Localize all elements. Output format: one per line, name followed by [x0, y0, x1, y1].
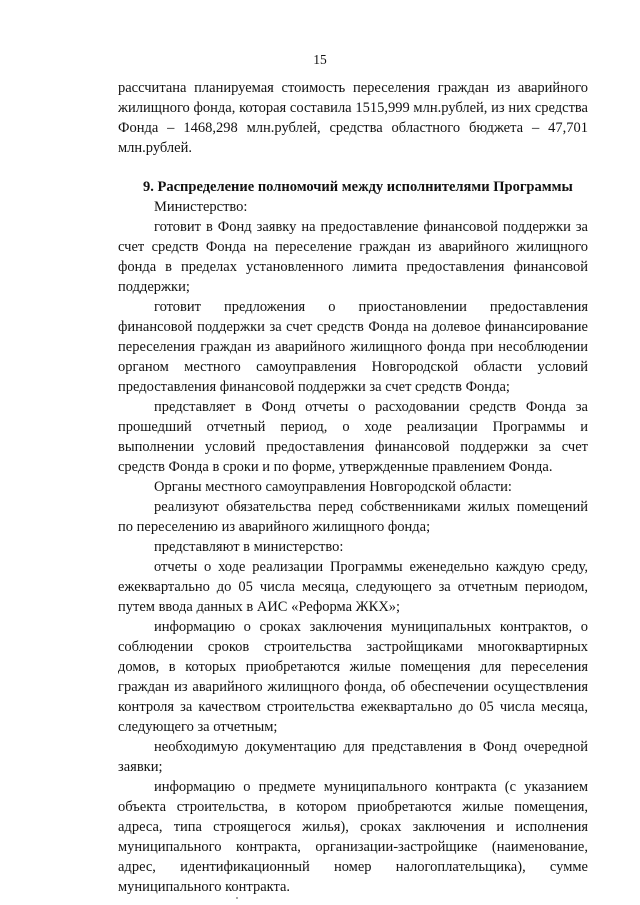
local-duty-paragraph: отчеты о ходе реализации Программы еженедельно каждую среду, ежеквартально до 05 числа месяца, следующего за отчетным периодом, путем ввода данных в АИС «Реформа ЖКХ»; [118, 559, 588, 615]
intro-paragraph: рассчитана планируемая стоимость переселения граждан из аварийного жилищного фонда, которая составила 1515,999 млн.рублей, из них средства Фонда – 1468,298 млн.рублей, средства областного бюджета – 47,701 млн.рублей. [118, 80, 588, 156]
ministry-duty-paragraph: готовит предложения о приостановлении предоставления финансовой поддержки за счет средств Фонда на долевое финансирование переселения граждан из аварийного жилищного фонда при несоблюдении органом местного самоуправления Новгородской области условий предоставления финансовой поддержки за счет средств Фонда; [118, 299, 588, 395]
ministry-duty-paragraph: представляет в Фонд отчеты о расходовании средств Фонда за прошедший отчетный период, о ходе реализации Программы и выполнении условий предоставления финансовой поддержки за счет средств Фонда в сроки и по форме, утвержденные правлением Фонда. [118, 399, 588, 475]
local-duty-paragraph: реализуют обязательства перед собственниками жилых помещений по переселению из аварийного жилищного фонда; [118, 499, 588, 535]
document-body [118, 78, 588, 897]
local-duty-paragraph: необходимую документацию для представления в Фонд очередной заявки; [118, 739, 588, 775]
page-number: 15 [313, 52, 327, 67]
local-duty-paragraph: информацию о сроках заключения муниципальных контрактов, о соблюдении сроков строительства застройщиками многоквартирных домов, в которых приобретаются жилые помещения для переселения граждан из аварийного жилищного фонда, об обеспечении осуществления контроля за качеством строительства ежеквартально до 05 числа месяца, следующего за отчетным; [118, 619, 588, 735]
local-authorities-label: Органы местного самоуправления Новгородской области: [154, 479, 512, 495]
local-duty-paragraph: представляют в министерство: [154, 539, 344, 555]
ministry-label: Министерство: [154, 199, 248, 215]
scan-artifact-dot [236, 897, 238, 899]
ministry-duty-paragraph: готовит в Фонд заявку на предоставление финансовой поддержки за счет средств Фонда на переселение граждан из аварийного жилищного фонда в пределах установленного лимита предоставления финансовой поддержки; [118, 219, 588, 295]
section-heading: 9. Распределение полномочий между исполнителями Программы [143, 179, 573, 195]
local-duty-paragraph: информацию о предмете муниципального контракта (с указанием объекта строительства, в котором приобретаются жилые помещения, адреса, типа строящегося жилья), сроках заключения и исполнения муниципального контракта, организации-застройщике (наименование, адрес, идентификационный номер налогоплательщика), сумме муниципального контракта. [118, 779, 588, 895]
